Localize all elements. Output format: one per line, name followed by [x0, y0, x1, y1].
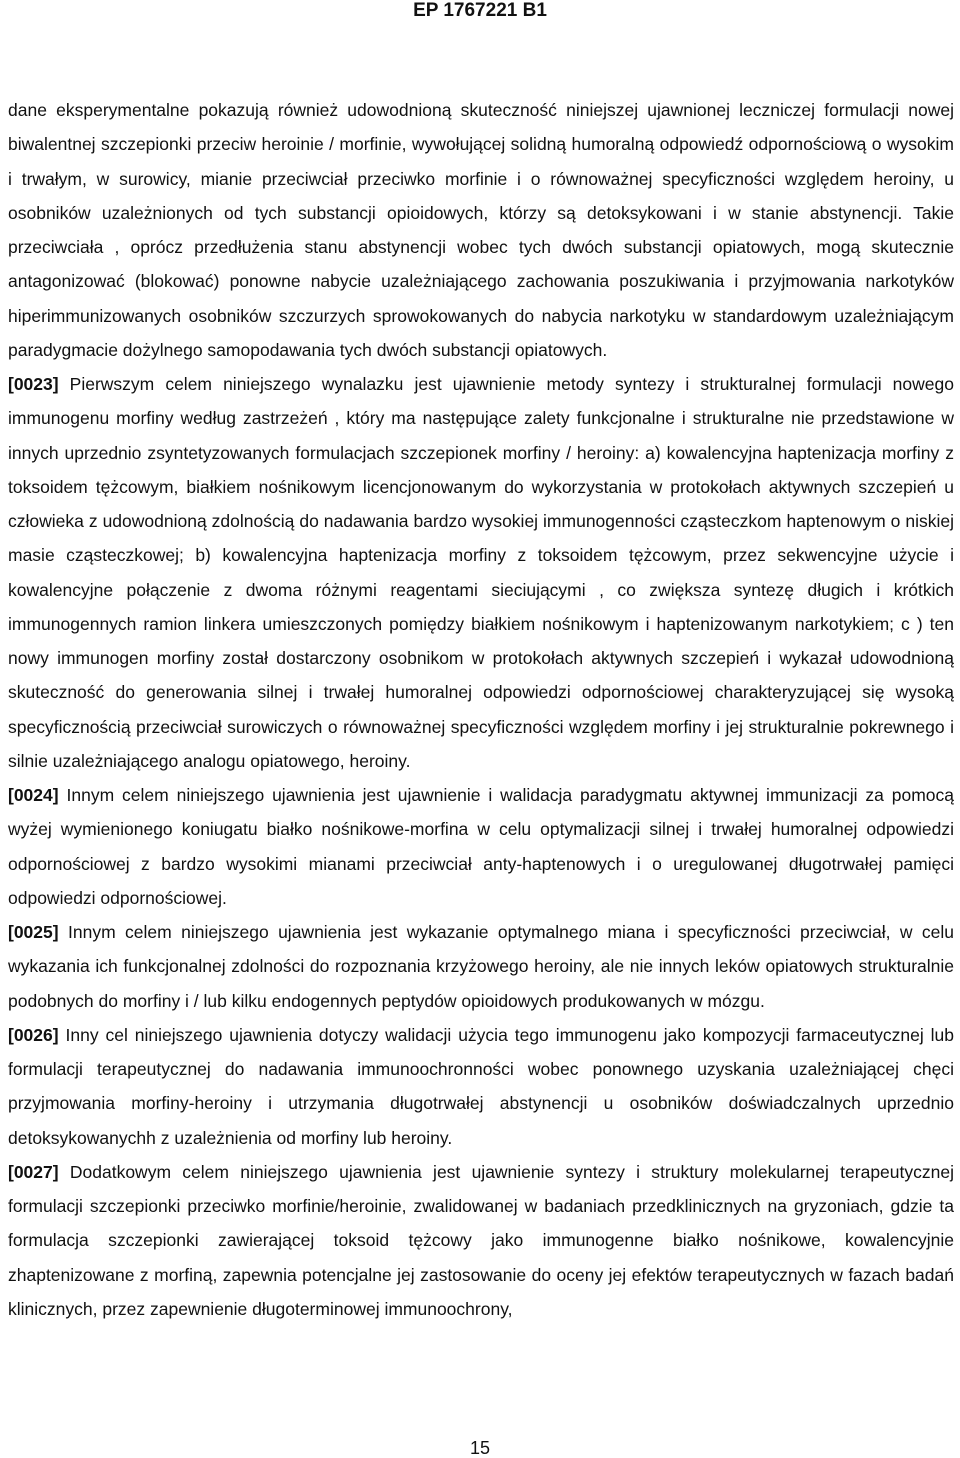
- paragraph-number: [0023]: [8, 374, 59, 394]
- document-body: [8, 93, 954, 1326]
- paragraph-text: Innym celem niniejszego ujawnienia jest ujawnienie i walidacja paradygmatu aktywnej immunizacji za pomocą wyżej wymienionego koniugatu białko nośnikowe-morfina w celu optymalizacji silnej i trwałej humoralnej odpowiedzi odpornościowej z bardzo wysokimi mianami przeciwciał anty-haptenowych i o uregulowanej długotrwałej pamięci odpowiedzi odpornościowej.: [8, 785, 954, 908]
- paragraph-0026: [8, 1018, 954, 1155]
- paragraph-number: [0027]: [8, 1161, 59, 1182]
- page-number: 15: [469, 1438, 491, 1458]
- paragraph-text: dane eksperymentalne pokazują również udowodnioną skuteczność niniejszej ujawnionej leczniczej formulacji nowej biwalentnej szczepionki przeciw heroinie / morfinie, wywołującej solidną humoralną odpowiedź odpornościową o wysokim i trwałym, w surowicy, mianie przeciwciał przeciwko morfinie i o równoważnej specyficzności względem heroiny, u osobników uzależnionych od tych substancji opioidowych, którzy są detoksykowani i w stanie abstynencji. Takie przeciwciała , oprócz przedłużenia stanu abstynencji wobec tych dwóch substancji opiatowych, mogą skutecznie antagonizować (blokować) ponowne nabycie uzależniającego zachowania poszukiwania i przyjmowania narkotyków hiperimmunizowanych osobników szczurzych sprowokowanych do nabycia narkotyku w standardowym uzależniającym paradygmacie dożylnego samopodawania tych dwóch substancji opiatowych.: [8, 100, 954, 360]
- paragraph-0023: [8, 367, 954, 778]
- paragraph-text: Dodatkowym celem niniejszego ujawnienia jest ujawnienie syntezy i struktury molekularnej terapeutycznej formulacji szczepionki przeciwko morfinie/heroinie, zwalidowanej w badaniach przedklinicznych na gryzoniach, gdzie ta formulacja szczepionki zawierającej toksoid tężcowy jako immunogenne białko nośnikowe, kowalencyjnie zhaptenizowane z morfiną, zapewnia potencjalne jej zastosowanie do oceny jej efektów terapeutycznych w fazach badań klinicznych, przez zapewnienie długoterminowej immunoochrony,: [8, 1161, 954, 1319]
- paragraph-continuation: [8, 93, 954, 367]
- paragraph-0025: [8, 915, 954, 1018]
- document-footer: [0, 1438, 960, 1458]
- paragraph-text: Innym celem niniejszego ujawnienia jest wykazanie optymalnego miana i specyficzności przeciwciał, w celu wykazania ich funkcjonalnej zdolności do rozpoznania krzyżowego heroiny, ale nie innych leków opiatowych strukturalnie podobnych do morfiny i / lub kilku endogennych peptydów opioidowych produkowanych w mózgu.: [8, 922, 954, 1011]
- paragraph-text: Pierwszym celem niniejszego wynalazku jest ujawnienie metody syntezy i strukturalnej formulacji nowego immunogenu morfiny według zastrzeżeń , który ma następujące zalety funkcjonalne i strukturalne nie przedstawione w innych uprzednio zsyntetyzowanych formulacjach szczepionek morfiny / heroiny: a) kowalencyjna haptenizacja morfiny z toksoidem tężcowym, białkiem nośnikowym licencjonowanym do wykorzystania w protokołach aktywnych szczepień u człowieka z udowodnioną zdolnością do nadawania bardzo wysokiej immunogenności cząsteczkom haptenowym o niskiej masie cząsteczkowej; b) kowalencyjna haptenizacja morfiny z toksoidem tężcowym, przez sekwencyjne użycie i kowalencyjne połączenie z dwoma różnymi reagentami sieciującymi , co zwiększa syntezę długich i krótkich immunogennych ramion linkera umieszczonych pomiędzy białkiem nośnikowym i haptenizowanym narkotykiem; c ) ten nowy immunogen morfiny został dostarczony osobnikom w protokołach aktywnych szczepień i wykazał udowodnioną skuteczność do generowania silnej i trwałej humoralnej odpowiedzi odpornościowej charakteryzującej się wysoką specyficznością przeciwciał surowiczych o równoważnej specyficzności względem morfiny i jej strukturalnie pokrewnego i silnie uzależniającego analogu opiatowego, heroiny.: [8, 374, 954, 771]
- paragraph-number: [0024]: [8, 785, 59, 805]
- paragraph-text: Inny cel niniejszego ujawnienia dotyczy walidacji użycia tego immunogenu jako kompozycji farmaceutycznej lub formulacji terapeutycznej do nadawania immunoochronności wobec ponownego uzyskania uzależniającej chęci przyjmowania morfiny-heroiny i utrzymania długotrwałej abstynencji u osobników doświadczalnych uprzednio detoksykowanychh z uzależnienia od morfiny lub heroiny.: [8, 1024, 954, 1148]
- paragraph-0024: [8, 778, 954, 915]
- paragraph-number: [0026]: [8, 1024, 59, 1045]
- paragraph-0027: [8, 1155, 954, 1326]
- patent-number: EP 1767221 B1: [413, 0, 547, 21]
- paragraph-number: [0025]: [8, 922, 59, 942]
- document-header: [0, 0, 960, 22]
